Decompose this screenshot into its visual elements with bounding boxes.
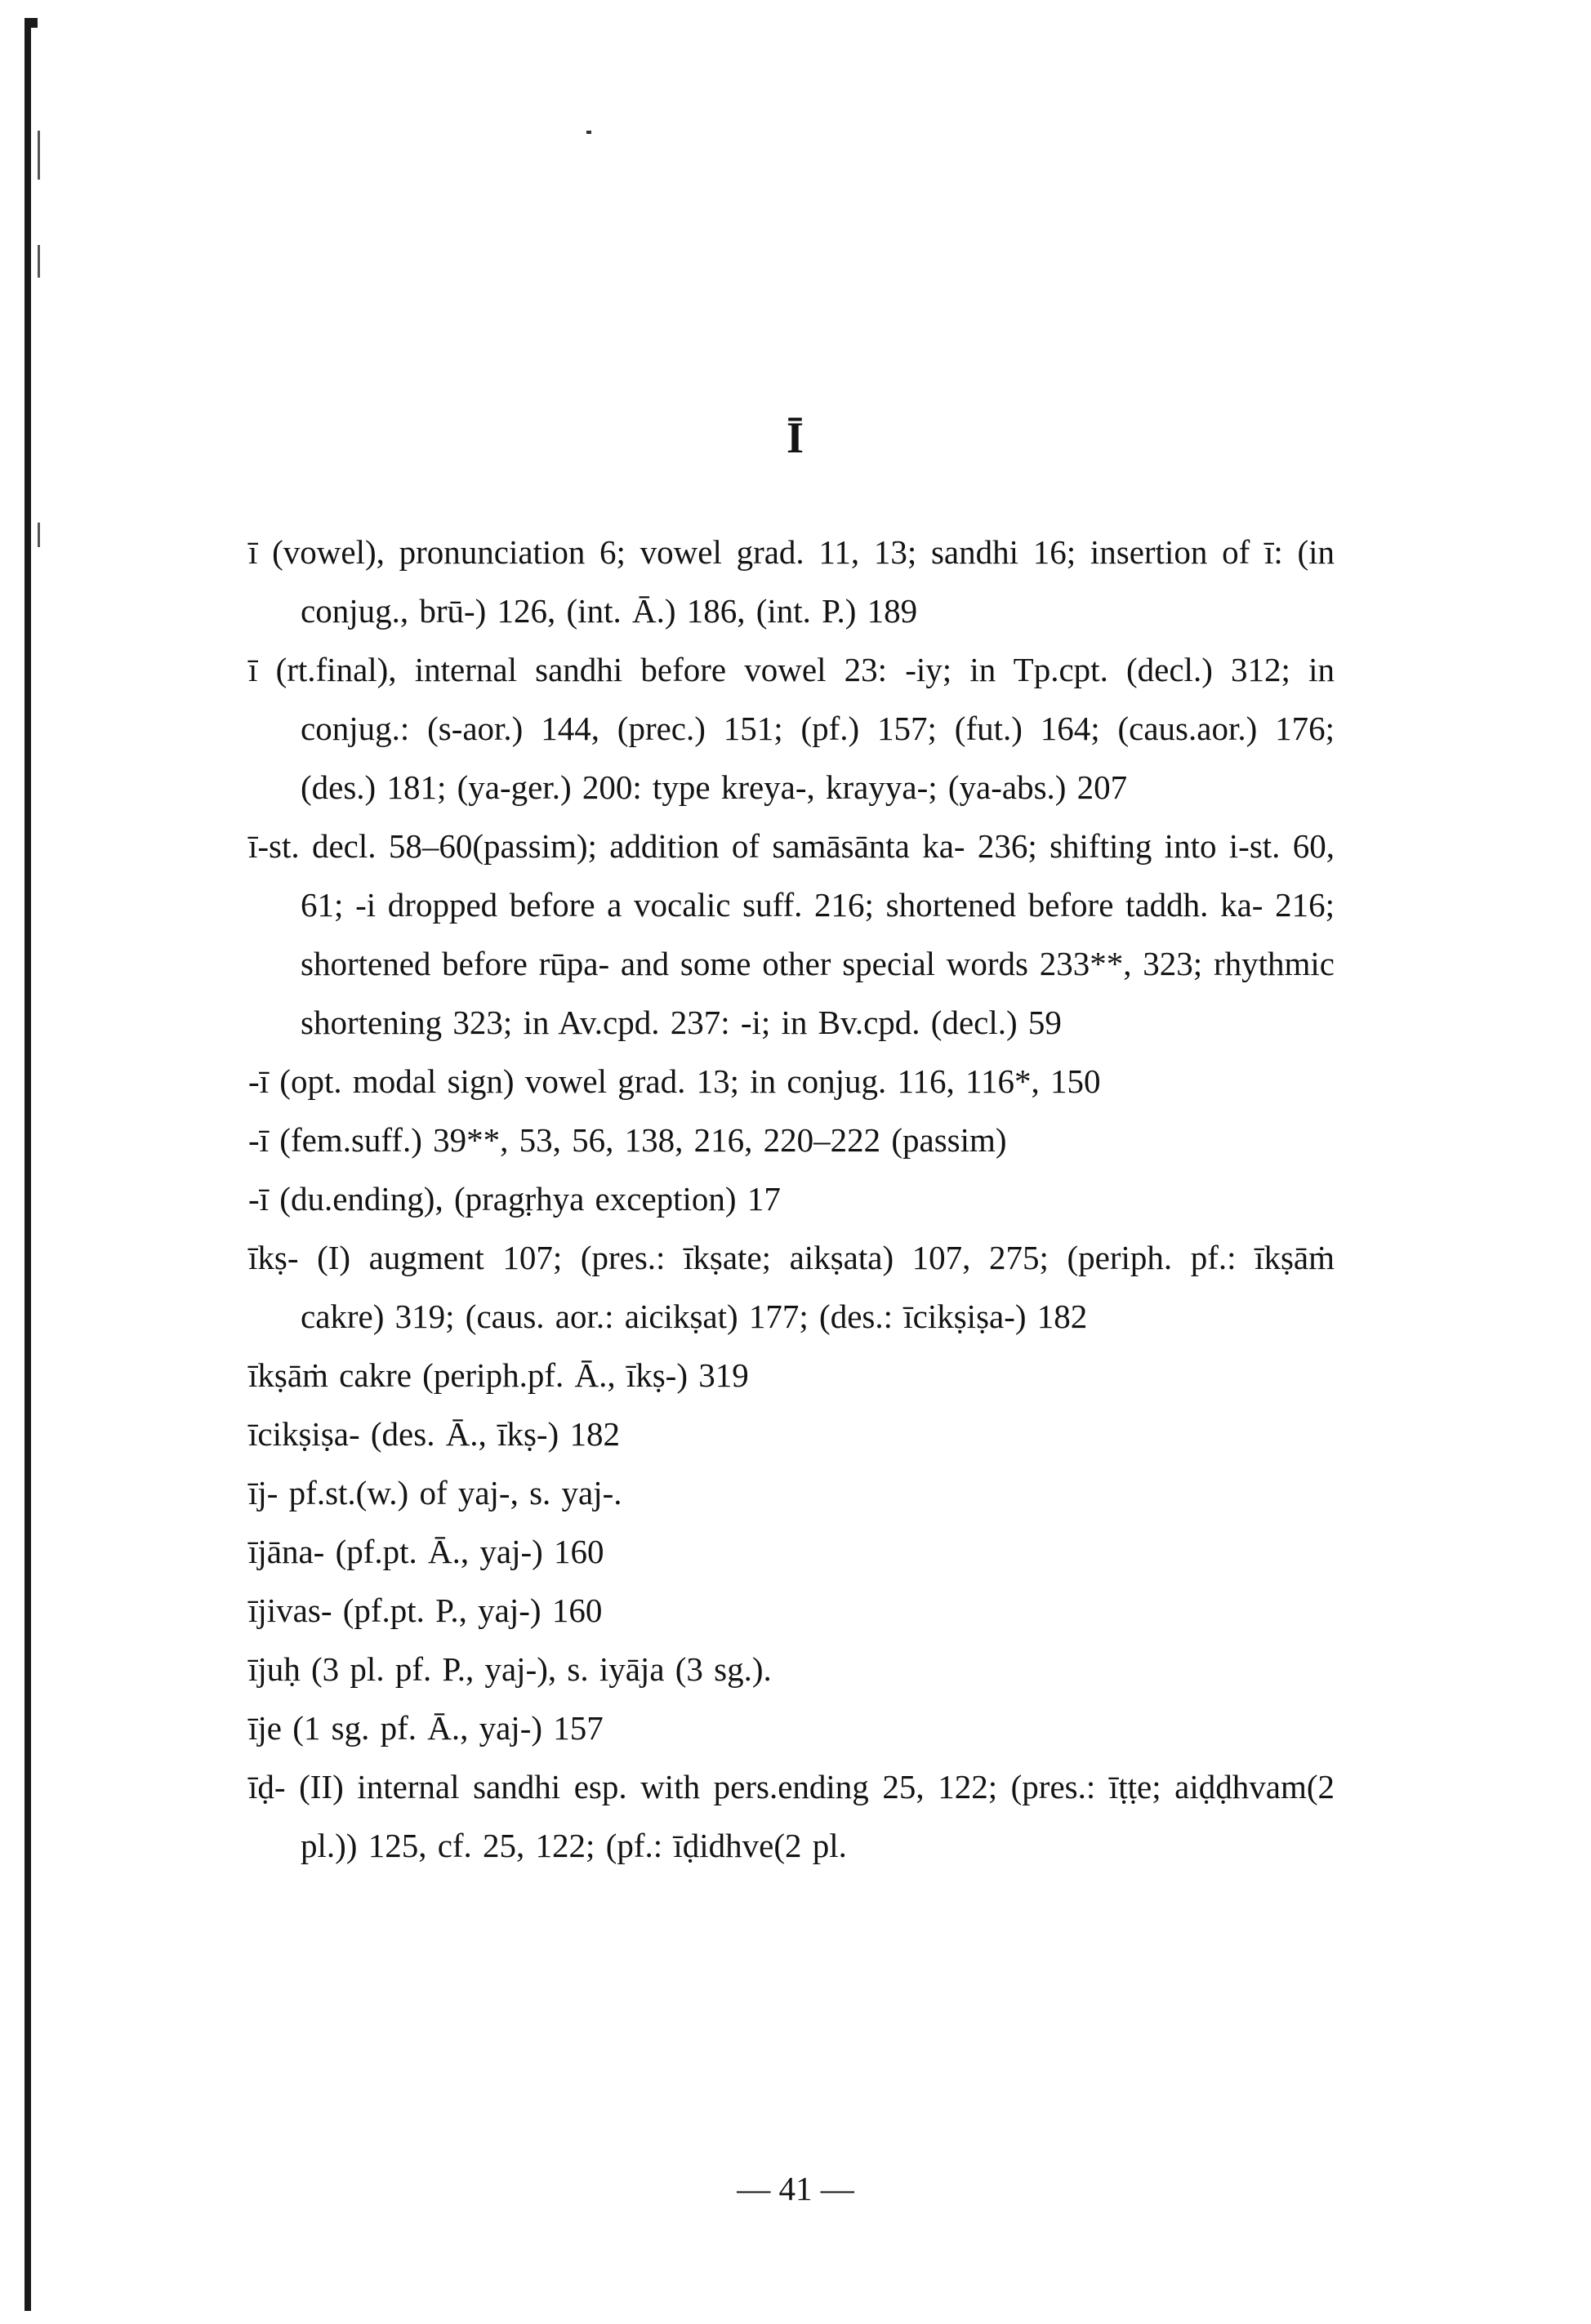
- index-entry: ījivas- (pf.pt. P., yaj-) 160: [248, 1592, 603, 1629]
- index-entry: ī-st. decl. 58–60(passim); addition of samāsānta ka- 236; shifting into i-st. 60, 61; -i dropped before a vocalic suff. 216; shortened before taddh. ka- 216; shortened before rūpa- and some other special words 233**, 323; rhythmic shortening 323; in Av.cpd. 237: -i; in Bv.cpd. (decl.) 59: [248, 827, 1335, 1041]
- index-entry: īcikṣiṣa- (des. Ā., īkṣ-) 182: [248, 1415, 620, 1453]
- section-heading: Ī: [786, 413, 804, 462]
- binding-speck: [38, 245, 40, 278]
- index-entry: -ī (fem.suff.) 39**, 53, 56, 138, 216, 220–222 (passim): [248, 1121, 1007, 1159]
- index-entry: īj- pf.st.(w.) of yaj-, s. yaj-.: [248, 1474, 622, 1511]
- index-entry: īkṣāṁ cakre (periph.pf. Ā., īkṣ-) 319: [248, 1356, 749, 1394]
- index-entry: -ī (du.ending), (pragṛhya exception) 17: [248, 1180, 781, 1218]
- index-entry: īje (1 sg. pf. Ā., yaj-) 157: [248, 1709, 604, 1747]
- binding-speck: [38, 523, 40, 547]
- index-entry: ī (vowel), pronunciation 6; vowel grad. 11, 13; sandhi 16; insertion of ī: (in conjug., brū-) 126, (int. Ā.) 186, (int. P.) 189: [248, 533, 1335, 630]
- index-entry: -ī (opt. modal sign) vowel grad. 13; in conjug. 116, 116*, 150: [248, 1062, 1101, 1100]
- binding-speck: [38, 131, 40, 180]
- index-entry: īḍ- (II) internal sandhi esp. with pers.ending 25, 122; (pres.: īṭṭe; aiḍḍhvam(2 pl.)) 125, cf. 25, 122; (pf.: īḍidhve(2 pl.: [248, 1768, 1335, 1864]
- index-entry-list: [248, 523, 1335, 1875]
- index-entry: ī (rt.final), internal sandhi before vowel 23: -iy; in Tp.cpt. (decl.) 312; in conjug.: (s-aor.) 144, (prec.) 151; (pf.) 157; (fut.) 164; (caus.aor.) 176; (des.) 181; (ya-ger.) 200: type kreya-, krayya-; (ya-abs.) 207: [248, 651, 1335, 806]
- index-entry: ījāna- (pf.pt. Ā., yaj-) 160: [248, 1533, 604, 1570]
- index-entry: īkṣ- (I) augment 107; (pres.: īkṣate; aikṣata) 107, 275; (periph. pf.: īkṣāṁ cakre) 319; (caus. aor.: aicikṣat) 177; (des.: īcikṣiṣa-) 182: [248, 1239, 1335, 1335]
- index-entry: ījuḥ (3 pl. pf. P., yaj-), s. iyāja (3 sg.).: [248, 1650, 772, 1688]
- page-number: — 41 —: [737, 2170, 854, 2207]
- page-binding-edge: [25, 24, 31, 2311]
- stray-print-mark: [586, 131, 591, 134]
